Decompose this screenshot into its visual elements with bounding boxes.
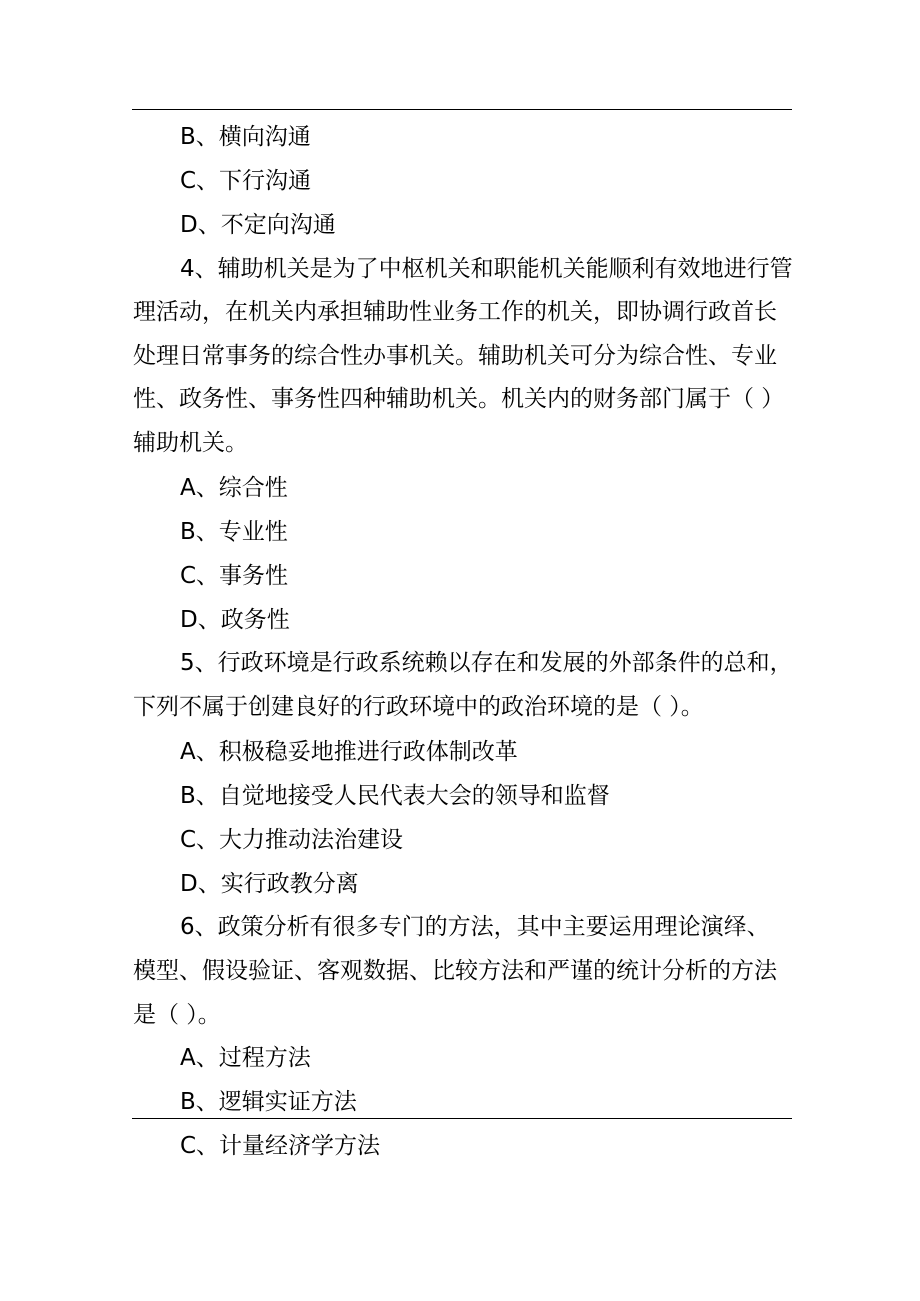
option-c-q6: C、计量经济学方法 [180,1133,381,1159]
question-4-line-5: 辅助机关。 [133,430,248,456]
option-b-q4: B、专业性 [180,519,288,545]
question-4-line-1: 4、辅助机关是为了中枢机关和职能机关能顺利有效地进行管 [180,256,793,282]
question-6-line-2: 模型、假设验证、客观数据、比较方法和严谨的统计分析的方法 [133,958,777,984]
option-c-q3: C、下行沟通 [180,168,312,194]
question-6-line-1: 6、政策分析有很多专门的方法，其中主要运用理论演绎、 [180,914,770,940]
option-d-q3: D、不定向沟通 [180,212,336,238]
question-4-line-4: 性、政务性、事务性四种辅助机关。机关内的财务部门属于（ ） [133,386,785,412]
header-rule [132,109,792,110]
question-4-line-2: 理活动，在机关内承担辅助性业务工作的机关，即协调行政首长 [133,299,777,325]
option-b-q5: B、自觉地接受人民代表大会的领导和监督 [180,783,610,809]
option-b-q6: B、逻辑实证方法 [180,1089,357,1115]
option-a-q4: A、综合性 [180,475,288,501]
option-c-q4: C、事务性 [180,563,289,589]
question-5-line-1: 5、行政环境是行政系统赖以存在和发展的外部条件的总和， [180,650,793,676]
page-break-rule [132,1118,792,1119]
option-d-q4: D、政务性 [180,607,290,633]
question-4-line-3: 处理日常事务的综合性办事机关。辅助机关可分为综合性、专业 [133,343,777,369]
option-a-q5: A、积极稳妥地推进行政体制改革 [180,739,518,765]
option-b-q3: B、横向沟通 [180,124,311,150]
question-5-line-2: 下列不属于创建良好的行政环境中的政治环境的是（ ）。 [133,694,704,720]
question-6-line-3: 是（ ）。 [133,1002,221,1028]
option-d-q5: D、实行政教分离 [180,871,359,897]
option-c-q5: C、大力推动法治建设 [180,827,404,853]
option-a-q6: A、过程方法 [180,1045,311,1071]
